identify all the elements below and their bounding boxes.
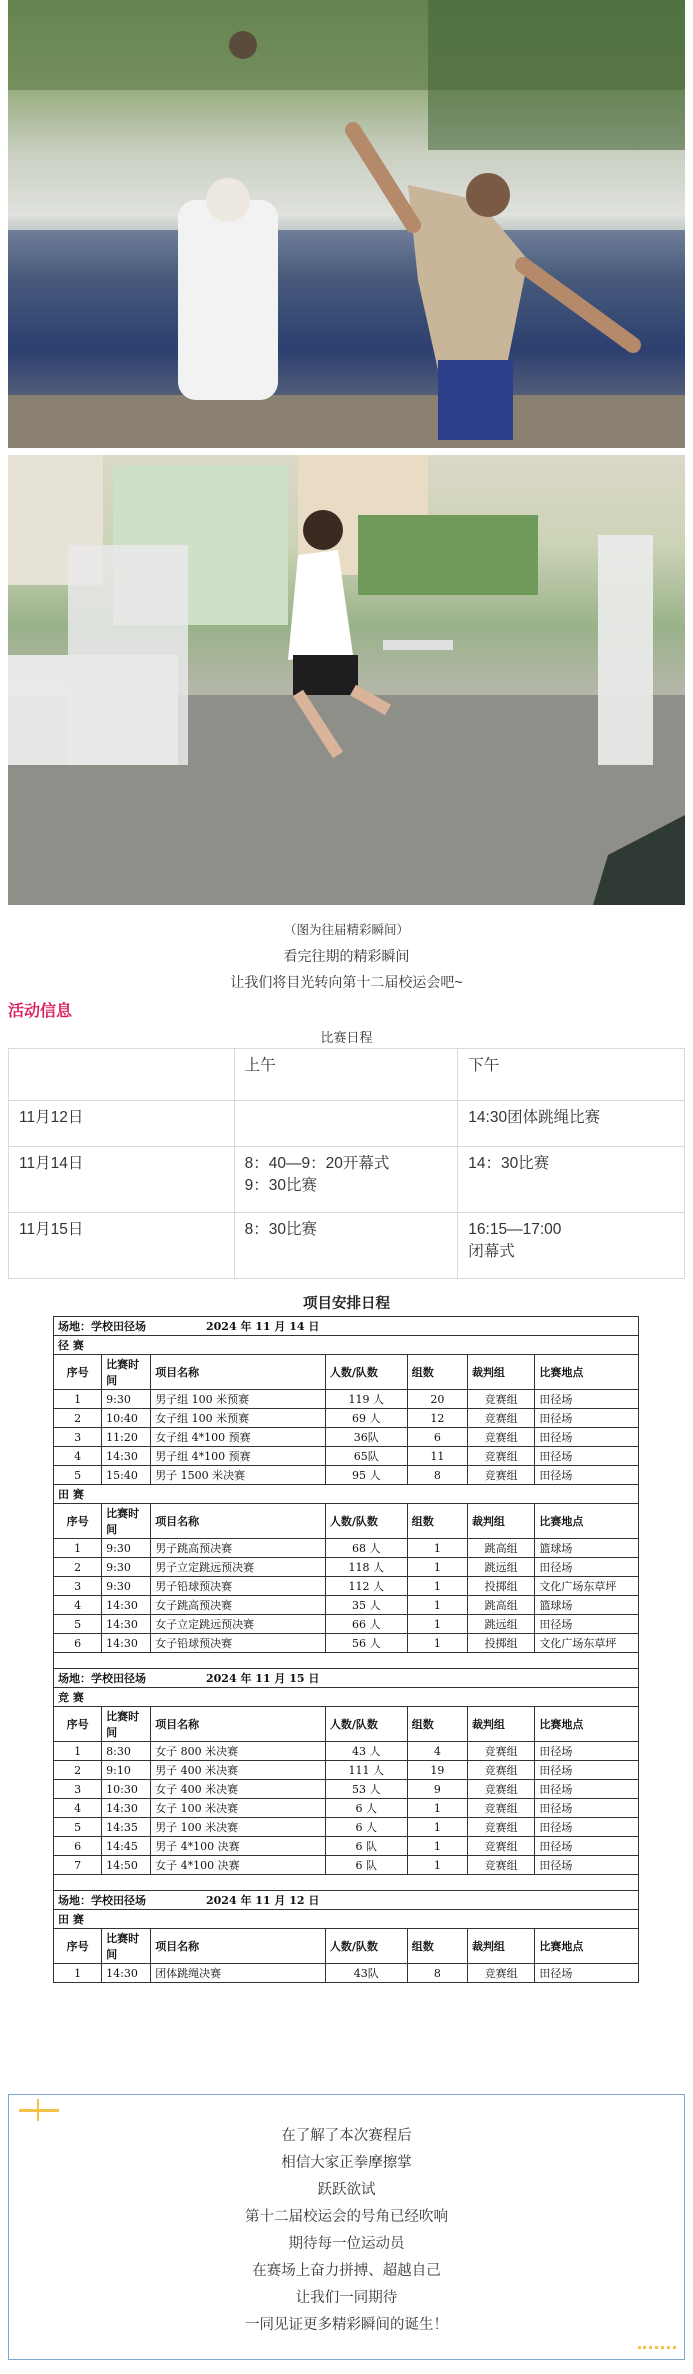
events-cell: 竞赛组 bbox=[467, 1447, 534, 1466]
events-cell: 2 bbox=[54, 1409, 102, 1428]
events-cell: 田径场 bbox=[535, 1742, 639, 1761]
events-cell: 68 人 bbox=[325, 1539, 407, 1558]
events-spacer-row bbox=[54, 1875, 639, 1891]
events-cell: 篮球场 bbox=[535, 1539, 639, 1558]
events-cell: 1 bbox=[54, 1390, 102, 1409]
events-cell: 田径场 bbox=[535, 1615, 639, 1634]
closing-text bbox=[9, 2123, 684, 2339]
events-cell: 1 bbox=[407, 1837, 467, 1856]
events-header-cell: 序号 bbox=[54, 1355, 102, 1390]
events-cell: 竞赛组 bbox=[467, 1856, 534, 1875]
events-spacer bbox=[54, 1653, 639, 1669]
events-cell: 19 bbox=[407, 1761, 467, 1780]
events-cell: 竞赛组 bbox=[467, 1799, 534, 1818]
table-row bbox=[54, 1466, 639, 1485]
events-cell: 4 bbox=[407, 1742, 467, 1761]
closing-line: 相信大家正拳摩擦掌 bbox=[281, 2155, 412, 2171]
events-cell: 跳高组 bbox=[467, 1539, 534, 1558]
events-cell: 田径场 bbox=[535, 1780, 639, 1799]
closing-box bbox=[8, 2094, 685, 2360]
events-cell: 6 队 bbox=[325, 1856, 407, 1875]
events-cell: 6 bbox=[407, 1428, 467, 1447]
section-name: 田 赛 bbox=[54, 1910, 639, 1929]
events-cell: 15:40 bbox=[102, 1466, 151, 1485]
schedule-am bbox=[234, 1101, 458, 1147]
events-header-cell: 比赛地点 bbox=[535, 1355, 639, 1390]
events-cell: 65队 bbox=[325, 1447, 407, 1466]
events-cell: 跳高组 bbox=[467, 1596, 534, 1615]
events-cell: 8:30 bbox=[102, 1742, 151, 1761]
section-title: 活动信息 bbox=[8, 1003, 73, 1020]
events-cell: 1 bbox=[407, 1856, 467, 1875]
events-cell: 男子立定跳远预决赛 bbox=[151, 1558, 326, 1577]
table-row bbox=[54, 1428, 639, 1447]
long-jump-photo bbox=[8, 455, 685, 905]
shot-put-photo bbox=[8, 0, 685, 448]
events-cell: 14:30 bbox=[102, 1799, 151, 1818]
decor-line bbox=[19, 2109, 59, 2112]
table-row bbox=[54, 1799, 639, 1818]
venue-label: 场地：学校田径场 bbox=[58, 1672, 146, 1685]
events-cell: 男子 4*100 决赛 bbox=[151, 1837, 326, 1856]
events-cell: 14:30 bbox=[102, 1964, 151, 1983]
events-cell: 文化广场东草坪 bbox=[535, 1577, 639, 1596]
schedule-header-cell: 上午 bbox=[234, 1049, 458, 1101]
events-header-cell: 比赛地点 bbox=[535, 1504, 639, 1539]
venue-cell bbox=[54, 1891, 639, 1910]
events-cell: 9:30 bbox=[102, 1577, 151, 1596]
venue-label: 场地：学校田径场 bbox=[58, 1320, 146, 1333]
table-row bbox=[54, 1780, 639, 1799]
venue-cell bbox=[54, 1317, 639, 1336]
events-cell: 竞赛组 bbox=[467, 1742, 534, 1761]
schedule-date: 11月14日 bbox=[9, 1147, 235, 1213]
events-spacer-row bbox=[54, 1653, 639, 1669]
events-cell: 9:10 bbox=[102, 1761, 151, 1780]
table-row bbox=[54, 1742, 639, 1761]
events-cell: 14:35 bbox=[102, 1818, 151, 1837]
section-name: 径 赛 bbox=[54, 1336, 639, 1355]
events-cell: 12 bbox=[407, 1409, 467, 1428]
events-cell: 1 bbox=[407, 1818, 467, 1837]
events-cell: 119 人 bbox=[325, 1390, 407, 1409]
schedule-am: 8：30比赛 bbox=[234, 1213, 458, 1279]
table-row bbox=[54, 1818, 639, 1837]
events-header-cell: 裁判组 bbox=[467, 1707, 534, 1742]
events-cell: 9:30 bbox=[102, 1539, 151, 1558]
events-cell: 男子组 4*100 预赛 bbox=[151, 1447, 326, 1466]
events-cell: 8 bbox=[407, 1964, 467, 1983]
events-cell: 1 bbox=[407, 1539, 467, 1558]
table-row bbox=[54, 1447, 639, 1466]
events-cell: 跳远组 bbox=[467, 1558, 534, 1577]
events-cell: 3 bbox=[54, 1577, 102, 1596]
events-header-cell: 比赛地点 bbox=[535, 1707, 639, 1742]
section-name: 竞 赛 bbox=[54, 1688, 639, 1707]
events-cell: 田径场 bbox=[535, 1447, 639, 1466]
venue-date: 2024 年 11 月 14 日 bbox=[206, 1320, 320, 1333]
events-cell: 1 bbox=[407, 1596, 467, 1615]
venue-cell bbox=[54, 1669, 639, 1688]
events-header-row bbox=[54, 1504, 639, 1539]
table-row bbox=[54, 1837, 639, 1856]
events-cell: 7 bbox=[54, 1856, 102, 1875]
events-cell: 43队 bbox=[325, 1964, 407, 1983]
events-cell: 5 bbox=[54, 1466, 102, 1485]
venue-date: 2024 年 11 月 12 日 bbox=[206, 1894, 320, 1907]
events-cell: 投掷组 bbox=[467, 1577, 534, 1596]
events-header-cell: 组数 bbox=[407, 1504, 467, 1539]
events-cell: 14:50 bbox=[102, 1856, 151, 1875]
events-cell: 9:30 bbox=[102, 1390, 151, 1409]
events-cell: 竞赛组 bbox=[467, 1466, 534, 1485]
events-cell: 6 人 bbox=[325, 1818, 407, 1837]
section-row bbox=[54, 1336, 639, 1355]
events-cell: 篮球场 bbox=[535, 1596, 639, 1615]
events-cell: 竞赛组 bbox=[467, 1409, 534, 1428]
events-cell: 6 人 bbox=[325, 1799, 407, 1818]
events-header-cell: 裁判组 bbox=[467, 1504, 534, 1539]
events-header-cell: 比赛时间 bbox=[102, 1504, 151, 1539]
events-cell: 田径场 bbox=[535, 1466, 639, 1485]
events-header-cell: 序号 bbox=[54, 1707, 102, 1742]
events-cell: 男子 400 米决赛 bbox=[151, 1761, 326, 1780]
events-cell: 女子 800 米决赛 bbox=[151, 1742, 326, 1761]
schedule-header-cell: 下午 bbox=[458, 1049, 685, 1101]
events-cell: 男子铅球预决赛 bbox=[151, 1577, 326, 1596]
events-header-cell: 比赛时间 bbox=[102, 1929, 151, 1964]
events-spacer bbox=[54, 1875, 639, 1891]
events-header-cell: 项目名称 bbox=[151, 1355, 326, 1390]
events-header-cell: 人数/队数 bbox=[325, 1355, 407, 1390]
events-cell: 6 bbox=[54, 1837, 102, 1856]
events-cell: 1 bbox=[54, 1964, 102, 1983]
events-cell: 文化广场东草坪 bbox=[535, 1634, 639, 1653]
events-header-cell: 比赛地点 bbox=[535, 1929, 639, 1964]
table-row bbox=[54, 1596, 639, 1615]
table-row bbox=[54, 1409, 639, 1428]
events-cell: 8 bbox=[407, 1466, 467, 1485]
events-cell: 女子 4*100 决赛 bbox=[151, 1856, 326, 1875]
events-header-row bbox=[54, 1707, 639, 1742]
events-cell: 9:30 bbox=[102, 1558, 151, 1577]
events-header-cell: 组数 bbox=[407, 1707, 467, 1742]
closing-line: 在了解了本次赛程后 bbox=[281, 2128, 412, 2144]
schedule-header-row bbox=[9, 1049, 685, 1101]
events-header-cell: 序号 bbox=[54, 1504, 102, 1539]
closing-line: 第十二届校运会的号角已经吹响 bbox=[245, 2209, 448, 2225]
closing-line: 在赛场上奋力拼搏、超越自己 bbox=[252, 2263, 441, 2279]
events-cell: 竞赛组 bbox=[467, 1837, 534, 1856]
events-table bbox=[53, 1316, 639, 1983]
events-cell: 2 bbox=[54, 1761, 102, 1780]
events-cell: 竞赛组 bbox=[467, 1818, 534, 1837]
events-cell: 14:30 bbox=[102, 1615, 151, 1634]
venue-row bbox=[54, 1891, 639, 1910]
closing-line: 期待每一位运动员 bbox=[288, 2236, 405, 2252]
events-cell: 1 bbox=[407, 1615, 467, 1634]
table-row bbox=[54, 1539, 639, 1558]
table-row bbox=[54, 1615, 639, 1634]
schedule-row bbox=[9, 1213, 685, 1279]
events-cell: 投掷组 bbox=[467, 1634, 534, 1653]
events-cell: 9 bbox=[407, 1780, 467, 1799]
events-cell: 田径场 bbox=[535, 1409, 639, 1428]
events-cell: 35 人 bbox=[325, 1596, 407, 1615]
events-cell: 田径场 bbox=[535, 1856, 639, 1875]
events-header-cell: 组数 bbox=[407, 1929, 467, 1964]
events-cell: 10:40 bbox=[102, 1409, 151, 1428]
events-header-row bbox=[54, 1355, 639, 1390]
events-cell: 111 人 bbox=[325, 1761, 407, 1780]
events-cell: 女子组 100 米预赛 bbox=[151, 1409, 326, 1428]
events-header-cell: 比赛时间 bbox=[102, 1355, 151, 1390]
events-cell: 14:30 bbox=[102, 1634, 151, 1653]
events-cell: 田径场 bbox=[535, 1558, 639, 1577]
events-cell: 95 人 bbox=[325, 1466, 407, 1485]
events-cell: 田径场 bbox=[535, 1964, 639, 1983]
events-cell: 14:45 bbox=[102, 1837, 151, 1856]
venue-row bbox=[54, 1317, 639, 1336]
events-cell: 男子 1500 米决赛 bbox=[151, 1466, 326, 1485]
events-cell: 4 bbox=[54, 1447, 102, 1466]
events-cell: 6 bbox=[54, 1634, 102, 1653]
closing-line: 跃跃欲试 bbox=[317, 2182, 376, 2198]
venue-date: 2024 年 11 月 15 日 bbox=[206, 1672, 320, 1685]
schedule-am: 8：40—9：20开幕式 9：30比赛 bbox=[234, 1147, 458, 1213]
events-cell: 11 bbox=[407, 1447, 467, 1466]
events-cell: 36队 bbox=[325, 1428, 407, 1447]
decor-dots bbox=[638, 2346, 676, 2349]
events-header-row bbox=[54, 1929, 639, 1964]
events-cell: 田径场 bbox=[535, 1428, 639, 1447]
table-row bbox=[54, 1964, 639, 1983]
events-cell: 田径场 bbox=[535, 1799, 639, 1818]
schedule-pm: 16:15—17:00 闭幕式 bbox=[458, 1213, 685, 1279]
schedule-date: 11月15日 bbox=[9, 1213, 235, 1279]
events-cell: 男子 100 米决赛 bbox=[151, 1818, 326, 1837]
events-cell: 女子铅球预决赛 bbox=[151, 1634, 326, 1653]
events-header-cell: 人数/队数 bbox=[325, 1929, 407, 1964]
events-cell: 3 bbox=[54, 1780, 102, 1799]
events-header-cell: 序号 bbox=[54, 1929, 102, 1964]
table-row bbox=[54, 1856, 639, 1875]
events-cell: 1 bbox=[54, 1539, 102, 1558]
schedule-row bbox=[9, 1101, 685, 1147]
caption-line-2: 让我们将目光转向第十二届校运会吧~ bbox=[230, 974, 463, 990]
section-name: 田 赛 bbox=[54, 1485, 639, 1504]
events-cell: 田径场 bbox=[535, 1390, 639, 1409]
events-cell: 竞赛组 bbox=[467, 1390, 534, 1409]
long-jump-illustration bbox=[8, 455, 685, 905]
schedule-caption: 比赛日程 bbox=[320, 1030, 373, 1045]
shot-put-illustration bbox=[8, 0, 685, 448]
table-row bbox=[54, 1634, 639, 1653]
events-cell: 田径场 bbox=[535, 1837, 639, 1856]
events-cell: 1 bbox=[407, 1558, 467, 1577]
events-cell: 112 人 bbox=[325, 1577, 407, 1596]
events-header-cell: 人数/队数 bbox=[325, 1707, 407, 1742]
events-cell: 11:20 bbox=[102, 1428, 151, 1447]
schedule-pm: 14:30团体跳绳比赛 bbox=[458, 1101, 685, 1147]
venue-row bbox=[54, 1669, 639, 1688]
events-cell: 竞赛组 bbox=[467, 1780, 534, 1799]
events-cell: 5 bbox=[54, 1615, 102, 1634]
events-cell: 跳远组 bbox=[467, 1615, 534, 1634]
events-cell: 20 bbox=[407, 1390, 467, 1409]
schedule-table bbox=[8, 1048, 685, 1279]
schedule-header-cell bbox=[9, 1049, 235, 1101]
events-header-cell: 组数 bbox=[407, 1355, 467, 1390]
events-cell: 14:30 bbox=[102, 1447, 151, 1466]
closing-line: 一同见证更多精彩瞬间的诞生！ bbox=[245, 2317, 448, 2333]
schedule-date: 11月12日 bbox=[9, 1101, 235, 1147]
events-cell: 田径场 bbox=[535, 1818, 639, 1837]
table-row bbox=[54, 1390, 639, 1409]
table-row bbox=[54, 1558, 639, 1577]
events-cell: 1 bbox=[407, 1577, 467, 1596]
events-cell: 女子组 4*100 预赛 bbox=[151, 1428, 326, 1447]
section-row bbox=[54, 1485, 639, 1504]
schedule-row bbox=[9, 1147, 685, 1213]
events-cell: 66 人 bbox=[325, 1615, 407, 1634]
events-header-cell: 项目名称 bbox=[151, 1504, 326, 1539]
caption-line-1: 看完往期的精彩瞬间 bbox=[283, 948, 410, 964]
events-cell: 14:30 bbox=[102, 1596, 151, 1615]
events-cell: 1 bbox=[54, 1742, 102, 1761]
events-header-cell: 项目名称 bbox=[151, 1707, 326, 1742]
events-cell: 竞赛组 bbox=[467, 1428, 534, 1447]
table-row bbox=[54, 1577, 639, 1596]
events-cell: 118 人 bbox=[325, 1558, 407, 1577]
events-cell: 2 bbox=[54, 1558, 102, 1577]
events-cell: 5 bbox=[54, 1818, 102, 1837]
events-title: 项目安排日程 bbox=[303, 1296, 390, 1312]
events-cell: 女子 100 米决赛 bbox=[151, 1799, 326, 1818]
events-cell: 女子立定跳远预决赛 bbox=[151, 1615, 326, 1634]
events-cell: 女子跳高预决赛 bbox=[151, 1596, 326, 1615]
events-header-cell: 人数/队数 bbox=[325, 1504, 407, 1539]
section-row bbox=[54, 1688, 639, 1707]
events-cell: 1 bbox=[407, 1799, 467, 1818]
events-cell: 竞赛组 bbox=[467, 1964, 534, 1983]
events-cell: 女子 400 米决赛 bbox=[151, 1780, 326, 1799]
events-cell: 4 bbox=[54, 1799, 102, 1818]
events-cell: 43 人 bbox=[325, 1742, 407, 1761]
events-cell: 53 人 bbox=[325, 1780, 407, 1799]
closing-line: 让我们一同期待 bbox=[295, 2290, 398, 2306]
table-row bbox=[54, 1761, 639, 1780]
events-cell: 56 人 bbox=[325, 1634, 407, 1653]
events-table-wrapper bbox=[53, 1316, 639, 1983]
section-row bbox=[54, 1910, 639, 1929]
events-cell: 10:30 bbox=[102, 1780, 151, 1799]
events-cell: 竞赛组 bbox=[467, 1761, 534, 1780]
events-cell: 6 队 bbox=[325, 1837, 407, 1856]
events-cell: 团体跳绳决赛 bbox=[151, 1964, 326, 1983]
events-cell: 男子组 100 米预赛 bbox=[151, 1390, 326, 1409]
events-cell: 1 bbox=[407, 1634, 467, 1653]
events-cell: 3 bbox=[54, 1428, 102, 1447]
events-header-cell: 裁判组 bbox=[467, 1929, 534, 1964]
photo-note: （图为往届精彩瞬间） bbox=[283, 923, 409, 937]
events-cell: 男子跳高预决赛 bbox=[151, 1539, 326, 1558]
decor-line bbox=[37, 2099, 39, 2121]
events-cell: 69 人 bbox=[325, 1409, 407, 1428]
venue-label: 场地：学校田径场 bbox=[58, 1894, 146, 1907]
events-cell: 田径场 bbox=[535, 1761, 639, 1780]
events-header-cell: 项目名称 bbox=[151, 1929, 326, 1964]
events-cell: 4 bbox=[54, 1596, 102, 1615]
events-header-cell: 裁判组 bbox=[467, 1355, 534, 1390]
events-header-cell: 比赛时间 bbox=[102, 1707, 151, 1742]
schedule-pm: 14：30比赛 bbox=[458, 1147, 685, 1213]
